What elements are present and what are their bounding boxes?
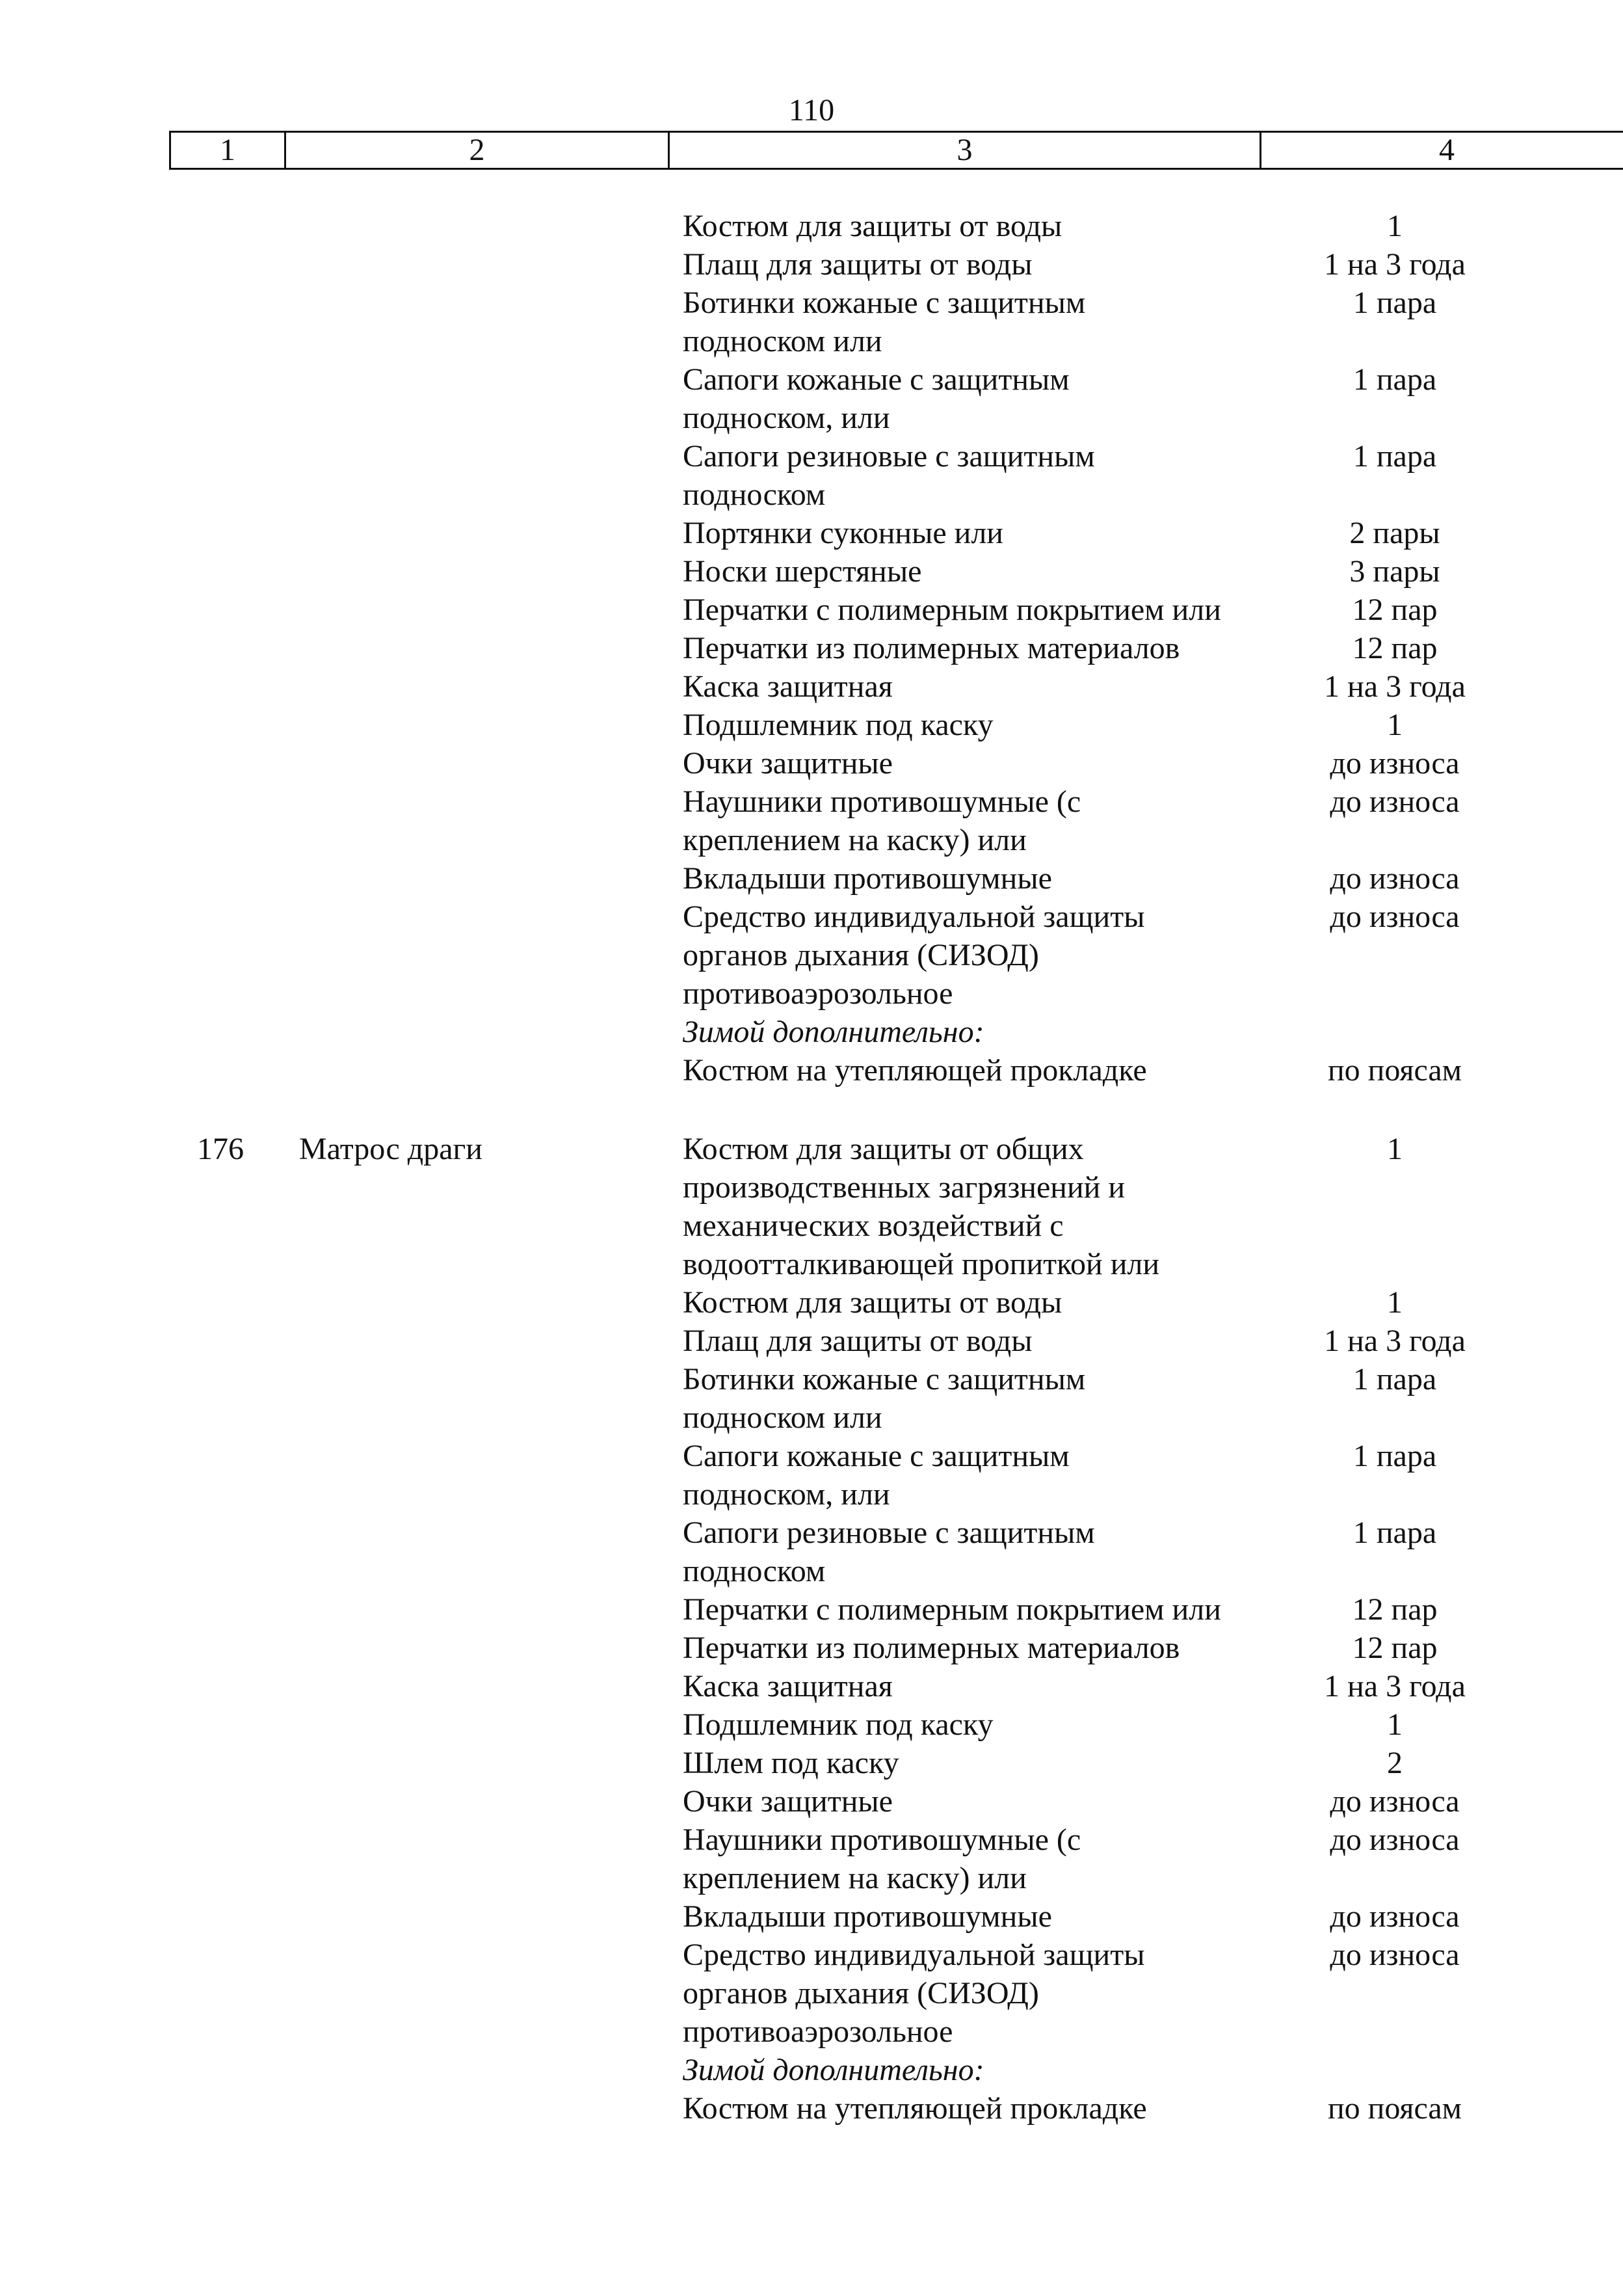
ppe-item-norm: 2 пары: [1349, 516, 1440, 550]
ppe-item-name: Сапоги резиновые с защитным подноском: [683, 439, 1095, 512]
table-row: [0, 782, 1623, 859]
table-row: [0, 1051, 1623, 1089]
ppe-item-name: Ботинки кожаные с защитным подноском или: [683, 1362, 1086, 1435]
table-row-group: [0, 1130, 1623, 2128]
ppe-item-norm: по поясам: [1327, 2091, 1462, 2126]
ppe-item-name: Перчатки с полимерным покрытием или: [683, 1592, 1221, 1627]
ppe-item-norm: до износа: [1330, 1938, 1460, 1972]
ppe-item-name: Очки защитные: [683, 746, 893, 781]
ppe-item-name: Подшлемник под каску: [683, 708, 994, 742]
table-row: [0, 1629, 1623, 1667]
ppe-item-norm: до износа: [1330, 900, 1460, 934]
ppe-item-name: Зимой дополнительно:: [683, 1015, 984, 1049]
ppe-item-norm: до износа: [1330, 746, 1460, 781]
ppe-item-name: Каска защитная: [683, 669, 893, 704]
ppe-item-norm: 1 пара: [1352, 1515, 1437, 1550]
ppe-item-name: Плащ для защиты от воды: [683, 247, 1033, 282]
row-number: 176: [197, 1132, 244, 1166]
ppe-item-name: Перчатки с полимерным покрытием или: [683, 593, 1221, 627]
table-row: [0, 1437, 1623, 1514]
ppe-item-name: Очки защитные: [683, 1784, 893, 1819]
page-number: 110: [788, 93, 835, 127]
ppe-item-name: Сапоги резиновые с защитным подноском: [683, 1515, 1095, 1588]
ppe-item-norm: 1 пара: [1352, 1439, 1437, 1473]
table-row: [0, 629, 1623, 667]
table-row: [0, 1667, 1623, 1705]
table-row: [0, 1360, 1623, 1437]
table-row-group: [0, 207, 1623, 1089]
ppe-item-norm: до износа: [1330, 784, 1460, 819]
ppe-item-norm: до износа: [1330, 861, 1460, 896]
ppe-item-norm: 3 пары: [1349, 554, 1440, 589]
ppe-item-norm: 12 пар: [1352, 1631, 1438, 1665]
ppe-item-norm: до износа: [1330, 1784, 1460, 1819]
table-row: [0, 1514, 1623, 1590]
ppe-item-name: Зимой дополнительно:: [683, 2053, 984, 2087]
table-row: [0, 1013, 1623, 1051]
table-header-row: [169, 131, 1623, 170]
table-row: [0, 1283, 1623, 1322]
ppe-item-norm: [1268, 2051, 1522, 2089]
group-spacer: [0, 1089, 1623, 1130]
table-row: [0, 514, 1623, 552]
table-row: [0, 744, 1623, 782]
table-row: [0, 1821, 1623, 1897]
table-row: [0, 1705, 1623, 1744]
table-body: [0, 207, 1623, 2128]
ppe-item-name: Костюм на утепляющей прокладке: [683, 1053, 1147, 1088]
header-col-4: 4: [1439, 133, 1455, 167]
ppe-item-name: Вкладыши противошумные: [683, 1899, 1052, 1934]
header-col-3: 3: [670, 133, 1261, 168]
table-row: [0, 552, 1623, 591]
ppe-item-norm: 1: [1387, 1132, 1403, 1166]
ppe-item-name: Сапоги кожаные с защитным подноском, или: [683, 362, 1070, 435]
table-row: [0, 1322, 1623, 1360]
table-row: [0, 1744, 1623, 1782]
ppe-item-norm: 1 на 3 года: [1324, 1669, 1466, 1703]
table-row: [0, 245, 1623, 284]
ppe-item-norm: 12 пар: [1352, 631, 1438, 665]
ppe-item-name: Средство индивидуальной защиты органов дыхания (СИЗОД) противоаэрозольное: [683, 1938, 1145, 2049]
ppe-item-name: Перчатки из полимерных материалов: [683, 631, 1180, 665]
ppe-item-norm: 2: [1387, 1746, 1403, 1780]
ppe-item-norm: [1268, 1013, 1522, 1051]
table-row: [0, 1897, 1623, 1936]
ppe-item-norm: 1: [1387, 1707, 1403, 1742]
ppe-item-norm: 1 пара: [1352, 1362, 1437, 1396]
ppe-item-name: Средство индивидуальной защиты органов дыхания (СИЗОД) противоаэрозольное: [683, 900, 1145, 1011]
table-row: [0, 2051, 1623, 2089]
ppe-item-name: Костюм для защиты от общих производственных загрязнений и механических воздействий с водоотталкивающей пропиткой или: [683, 1132, 1160, 1281]
ppe-item-name: Носки шерстяные: [683, 554, 922, 589]
table-row: [0, 1590, 1623, 1629]
ppe-item-name: Сапоги кожаные с защитным подноском, или: [683, 1439, 1070, 1512]
ppe-item-norm: 1: [1387, 1285, 1403, 1320]
table-row: [0, 2089, 1623, 2128]
table-row: [0, 360, 1623, 437]
profession-name: Матрос драги: [299, 1132, 482, 1166]
ppe-item-norm: 1 пара: [1352, 362, 1437, 397]
table-row: [0, 706, 1623, 744]
ppe-item-norm: 1: [1387, 209, 1403, 243]
ppe-item-name: Портянки суконные или: [683, 516, 1003, 550]
table-row: [0, 667, 1623, 706]
table-row: [0, 437, 1623, 514]
ppe-item-norm: 1: [1387, 708, 1403, 742]
ppe-item-name: Костюм на утепляющей прокладке: [683, 2091, 1147, 2126]
ppe-item-norm: 1 на 3 года: [1324, 1324, 1466, 1358]
table-row: [0, 591, 1623, 629]
table-row: [0, 1936, 1623, 2051]
ppe-item-name: Костюм для защиты от воды: [683, 1285, 1062, 1320]
table-row: [0, 284, 1623, 360]
ppe-item-name: Шлем под каску: [683, 1746, 899, 1780]
table-row: [0, 859, 1623, 898]
ppe-item-norm: по поясам: [1327, 1053, 1462, 1088]
ppe-item-norm: 1 на 3 года: [1324, 247, 1466, 282]
header-col-2: 2: [286, 133, 670, 168]
ppe-item-norm: 1 на 3 года: [1324, 669, 1466, 704]
ppe-item-name: Каска защитная: [683, 1669, 893, 1703]
ppe-item-name: Наушники противошумные (с креплением на каску) или: [683, 1822, 1081, 1895]
table-row: [0, 898, 1623, 1013]
table-row: [0, 207, 1623, 245]
ppe-item-norm: 12 пар: [1352, 593, 1438, 627]
ppe-item-norm: 12 пар: [1352, 1592, 1438, 1627]
table-row: [0, 1782, 1623, 1821]
ppe-item-norm: 1 пара: [1352, 286, 1437, 320]
ppe-item-name: Наушники противошумные (с креплением на каску) или: [683, 784, 1081, 857]
ppe-item-name: Перчатки из полимерных материалов: [683, 1631, 1180, 1665]
ppe-item-name: Костюм для защиты от воды: [683, 209, 1062, 243]
ppe-item-name: Ботинки кожаные с защитным подноском или: [683, 286, 1086, 358]
ppe-item-norm: до износа: [1330, 1899, 1460, 1934]
ppe-item-norm: 1 пара: [1352, 439, 1437, 474]
ppe-item-name: Плащ для защиты от воды: [683, 1324, 1033, 1358]
ppe-item-norm: до износа: [1330, 1822, 1460, 1857]
header-col-1: 1: [171, 133, 286, 168]
ppe-item-name: Вкладыши противошумные: [683, 861, 1052, 896]
ppe-item-name: Подшлемник под каску: [683, 1707, 994, 1742]
